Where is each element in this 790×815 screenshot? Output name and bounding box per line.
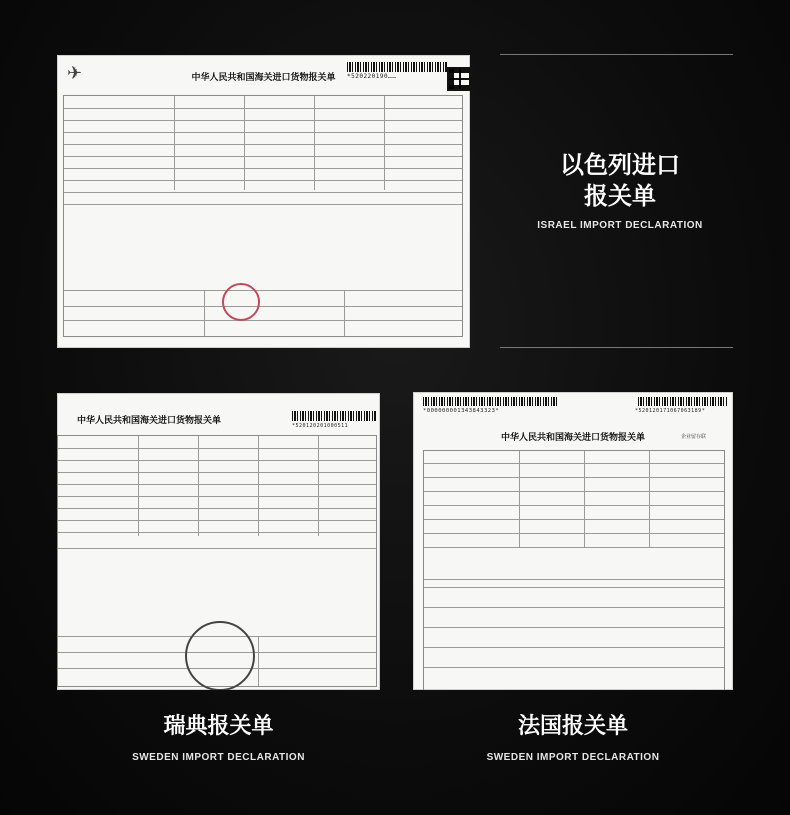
sweden-caption-en: SWEDEN IMPORT DECLARATION	[132, 752, 305, 763]
sweden-barcode	[292, 411, 377, 421]
france-doc-title: 中华人民共和国海关进口货物报关单	[500, 433, 645, 443]
france-barcode	[638, 397, 728, 406]
right-divider	[500, 347, 733, 348]
top-divider	[500, 54, 733, 55]
israel-barcode-number: *520220190……	[347, 73, 397, 80]
france-declaration-image	[413, 392, 733, 690]
israel-barcode	[347, 62, 447, 72]
france-form-grid	[423, 450, 725, 690]
france-top-barcode-number: *000000001343843323*	[423, 408, 500, 414]
israel-caption-en: ISRAEL IMPORT DECLARATION	[537, 220, 703, 231]
israel-form-grid	[63, 95, 463, 337]
sweden-customs-stamp	[185, 621, 255, 690]
sweden-caption	[57, 712, 380, 763]
israel-doc-title: 中华人民共和国海关进口货物报关单	[191, 73, 336, 83]
qr-code-icon	[447, 67, 470, 91]
israel-caption-cn: 以色列进口 报关单	[560, 151, 680, 210]
israel-customs-stamp	[222, 283, 260, 321]
sweden-doc-title: 中华人民共和国海关进口货物报关单	[77, 416, 222, 426]
france-caption-en: SWEDEN IMPORT DECLARATION	[486, 752, 660, 763]
customs-emblem-icon: ✈	[67, 63, 83, 84]
france-top-barcode	[423, 397, 558, 406]
france-copy-note: 企业留存联	[681, 434, 707, 440]
israel-declaration-image	[57, 55, 470, 348]
france-caption	[413, 712, 733, 763]
france-barcode-number: *520120171067063189*	[635, 408, 706, 414]
israel-caption	[520, 150, 720, 231]
sweden-barcode-number: *520120201000511	[292, 423, 349, 429]
france-caption-cn: 法国报关单	[517, 714, 628, 739]
sweden-caption-cn: 瑞典报关单	[163, 714, 274, 739]
sweden-declaration-image	[57, 393, 380, 690]
